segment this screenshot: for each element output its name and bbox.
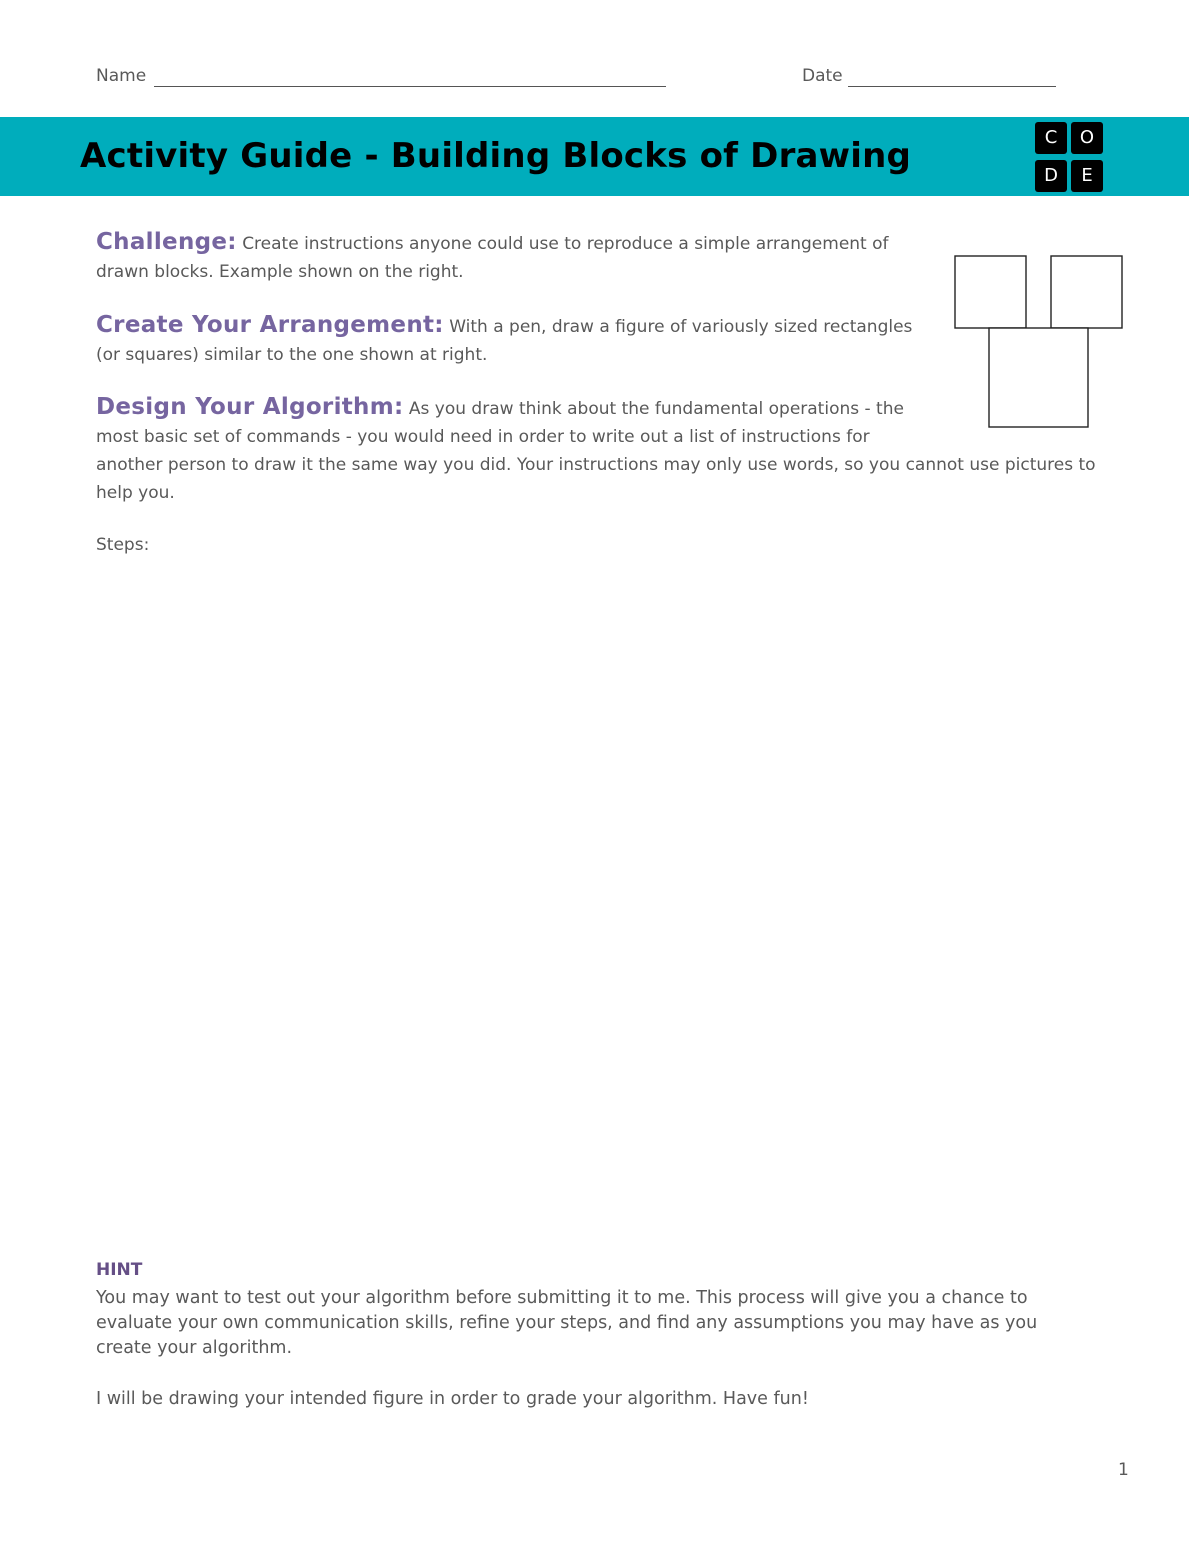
steps-label: Steps: [96, 535, 150, 555]
name-field-line[interactable] [154, 86, 666, 87]
design-text-line-1: As you draw think about the fundamental operations - the [408, 399, 904, 419]
design-text-line-2: most basic set of commands - you would need in order to write out a list of instructions for [96, 427, 870, 447]
design-heading: Design Your Algorithm: [96, 394, 404, 420]
name-date-row [96, 66, 1056, 92]
block-top-left [955, 256, 1026, 328]
logo-tile-o: O [1071, 122, 1103, 154]
design-text-line-3: another person to draw it the same way you did. Your instructions may only use words, so you cannot use pictures to [96, 455, 1096, 475]
title-banner [0, 117, 1189, 196]
challenge-heading: Challenge: [96, 229, 237, 255]
block-top-right [1051, 256, 1122, 328]
page-number: 1 [1118, 1460, 1129, 1480]
hint-title: HINT [96, 1260, 143, 1280]
block-bottom [989, 328, 1088, 427]
hint-closing-text: I will be drawing your intended figure in order to grade your algorithm. Have fun! [96, 1389, 809, 1409]
page-title: Activity Guide - Building Blocks of Drawing [80, 136, 912, 176]
hint-text: You may want to test out your algorithm before submitting it to me. This process will give you a chance to evaluate your own communication skills, refine your steps, and find any assumptions you may have as you create your algorithm. [96, 1288, 1038, 1358]
name-label: Name [96, 66, 147, 86]
design-text-line-4: help you. [96, 483, 175, 503]
logo-tile-c: C [1035, 122, 1067, 154]
challenge-paragraph [96, 228, 916, 286]
logo-tile-d: D [1035, 160, 1067, 192]
date-field-line[interactable] [848, 86, 1056, 87]
date-label: Date [802, 66, 843, 86]
logo-tile-e: E [1071, 160, 1103, 192]
arrangement-text: With a pen, draw a figure of variously sized rectangles (or squares) similar to the one shown at right. [96, 317, 913, 365]
arrangement-heading: Create Your Arrangement: [96, 312, 444, 338]
arrangement-paragraph [96, 311, 936, 369]
challenge-text: Create instructions anyone could use to reproduce a simple arrangement of drawn blocks. Example shown on the right. [96, 234, 889, 282]
example-block-figure [950, 250, 1130, 435]
code-logo [1035, 122, 1105, 192]
